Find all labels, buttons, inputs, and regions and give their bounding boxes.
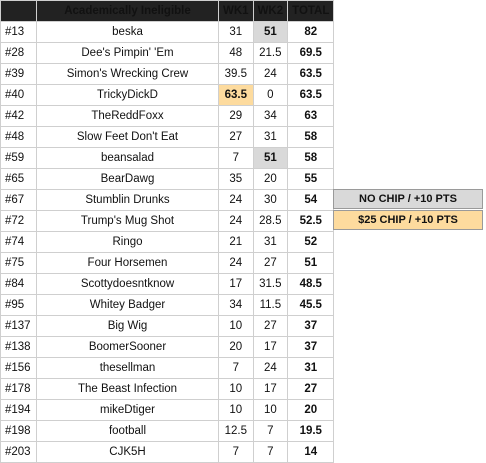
wk2-cell: 31 xyxy=(253,127,288,148)
team-cell: CJK5H xyxy=(37,442,219,463)
rank-cell: #40 xyxy=(1,85,37,106)
total-cell: 82 xyxy=(288,22,334,43)
team-header: Academically Ineligible xyxy=(37,1,219,22)
header-row xyxy=(1,1,334,22)
team-cell: TrickyDickD xyxy=(37,85,219,106)
wk2-cell: 27 xyxy=(253,316,288,337)
wk2-cell: 11.5 xyxy=(253,295,288,316)
total-cell: 52.5 xyxy=(288,211,334,232)
team-cell: beansalad xyxy=(37,148,219,169)
total-cell: 20 xyxy=(288,400,334,421)
table-row xyxy=(1,127,334,148)
table-row xyxy=(1,190,334,211)
table-row xyxy=(1,274,334,295)
wk1-cell: 48 xyxy=(219,43,254,64)
wk2-header: WK2 xyxy=(253,1,288,22)
wk1-cell: 21 xyxy=(219,232,254,253)
total-cell: 31 xyxy=(288,358,334,379)
total-cell: 45.5 xyxy=(288,295,334,316)
total-cell: 63.5 xyxy=(288,85,334,106)
wk1-cell: 29 xyxy=(219,106,254,127)
table-row xyxy=(1,148,334,169)
wk1-cell: 35 xyxy=(219,169,254,190)
table-row xyxy=(1,169,334,190)
team-cell: Stumblin Drunks xyxy=(37,190,219,211)
team-cell: football xyxy=(37,421,219,442)
total-cell: 58 xyxy=(288,127,334,148)
wk2-cell: 51 xyxy=(253,148,288,169)
table-row xyxy=(1,400,334,421)
total-cell: 69.5 xyxy=(288,43,334,64)
table-row xyxy=(1,232,334,253)
rank-cell: #39 xyxy=(1,64,37,85)
team-cell: beska xyxy=(37,22,219,43)
total-cell: 58 xyxy=(288,148,334,169)
wk2-cell: 51 xyxy=(253,22,288,43)
rank-cell: #95 xyxy=(1,295,37,316)
rank-cell: #137 xyxy=(1,316,37,337)
wk1-cell: 27 xyxy=(219,127,254,148)
wk1-cell: 7 xyxy=(219,442,254,463)
wk2-cell: 31 xyxy=(253,232,288,253)
team-cell: Slow Feet Don't Eat xyxy=(37,127,219,148)
total-cell: 54 xyxy=(288,190,334,211)
table-row xyxy=(1,106,334,127)
table-row xyxy=(1,358,334,379)
table-row xyxy=(1,43,334,64)
rank-cell: #84 xyxy=(1,274,37,295)
team-cell: thesellman xyxy=(37,358,219,379)
team-cell: Dee's Pimpin' 'Em xyxy=(37,43,219,64)
team-cell: Simon's Wrecking Crew xyxy=(37,64,219,85)
wk1-cell: 63.5 xyxy=(219,85,254,106)
wk1-cell: 31 xyxy=(219,22,254,43)
wk1-cell: 34 xyxy=(219,295,254,316)
team-cell: Big Wig xyxy=(37,316,219,337)
no-chip-note: NO CHIP / +10 PTS xyxy=(333,189,483,209)
wk2-cell: 10 xyxy=(253,400,288,421)
rank-cell: #28 xyxy=(1,43,37,64)
team-cell: TheReddFoxx xyxy=(37,106,219,127)
total-header: TOTAL xyxy=(288,1,334,22)
table-row xyxy=(1,64,334,85)
rank-cell: #59 xyxy=(1,148,37,169)
total-cell: 37 xyxy=(288,316,334,337)
wk2-cell: 24 xyxy=(253,64,288,85)
table-row xyxy=(1,22,334,43)
team-cell: Four Horsemen xyxy=(37,253,219,274)
rank-cell: #198 xyxy=(1,421,37,442)
team-cell: Ringo xyxy=(37,232,219,253)
wk2-cell: 0 xyxy=(253,85,288,106)
wk2-cell: 7 xyxy=(253,421,288,442)
total-cell: 14 xyxy=(288,442,334,463)
table-row xyxy=(1,421,334,442)
wk1-cell: 39.5 xyxy=(219,64,254,85)
wk2-cell: 28.5 xyxy=(253,211,288,232)
wk1-cell: 7 xyxy=(219,148,254,169)
wk1-header: WK1 xyxy=(219,1,254,22)
rank-cell: #156 xyxy=(1,358,37,379)
total-cell: 48.5 xyxy=(288,274,334,295)
wk1-cell: 24 xyxy=(219,211,254,232)
wk2-cell: 17 xyxy=(253,379,288,400)
rank-cell: #72 xyxy=(1,211,37,232)
table-row xyxy=(1,379,334,400)
team-cell: Whitey Badger xyxy=(37,295,219,316)
wk2-cell: 31.5 xyxy=(253,274,288,295)
rank-cell: #194 xyxy=(1,400,37,421)
wk2-cell: 21.5 xyxy=(253,43,288,64)
rank-cell: #67 xyxy=(1,190,37,211)
wk1-cell: 10 xyxy=(219,316,254,337)
rank-cell: #203 xyxy=(1,442,37,463)
wk2-cell: 7 xyxy=(253,442,288,463)
wk1-cell: 20 xyxy=(219,337,254,358)
rank-cell: #42 xyxy=(1,106,37,127)
wk2-cell: 30 xyxy=(253,190,288,211)
wk2-cell: 20 xyxy=(253,169,288,190)
team-cell: Trump's Mug Shot xyxy=(37,211,219,232)
rank-cell: #65 xyxy=(1,169,37,190)
rank-cell: #13 xyxy=(1,22,37,43)
table-row xyxy=(1,316,334,337)
rank-header xyxy=(1,1,37,22)
table-row xyxy=(1,337,334,358)
team-cell: BoomerSooner xyxy=(37,337,219,358)
team-cell: mikeDtiger xyxy=(37,400,219,421)
table-row xyxy=(1,211,334,232)
wk1-cell: 24 xyxy=(219,253,254,274)
wk2-cell: 17 xyxy=(253,337,288,358)
total-cell: 37 xyxy=(288,337,334,358)
table-row xyxy=(1,442,334,463)
team-cell: The Beast Infection xyxy=(37,379,219,400)
wk2-cell: 24 xyxy=(253,358,288,379)
table-row xyxy=(1,253,334,274)
wk1-cell: 10 xyxy=(219,400,254,421)
total-cell: 63.5 xyxy=(288,64,334,85)
wk1-cell: 12.5 xyxy=(219,421,254,442)
rank-cell: #138 xyxy=(1,337,37,358)
wk1-cell: 24 xyxy=(219,190,254,211)
rank-cell: #75 xyxy=(1,253,37,274)
total-cell: 51 xyxy=(288,253,334,274)
chip-note: $25 CHIP / +10 PTS xyxy=(333,210,483,230)
wk2-cell: 27 xyxy=(253,253,288,274)
rank-cell: #74 xyxy=(1,232,37,253)
total-cell: 52 xyxy=(288,232,334,253)
total-cell: 55 xyxy=(288,169,334,190)
wk1-cell: 7 xyxy=(219,358,254,379)
wk1-cell: 10 xyxy=(219,379,254,400)
rank-cell: #48 xyxy=(1,127,37,148)
rank-cell: #178 xyxy=(1,379,37,400)
table-row xyxy=(1,85,334,106)
total-cell: 27 xyxy=(288,379,334,400)
team-cell: BearDawg xyxy=(37,169,219,190)
table-row xyxy=(1,295,334,316)
wk2-cell: 34 xyxy=(253,106,288,127)
total-cell: 19.5 xyxy=(288,421,334,442)
wk1-cell: 17 xyxy=(219,274,254,295)
team-cell: Scottydoesntknow xyxy=(37,274,219,295)
total-cell: 63 xyxy=(288,106,334,127)
